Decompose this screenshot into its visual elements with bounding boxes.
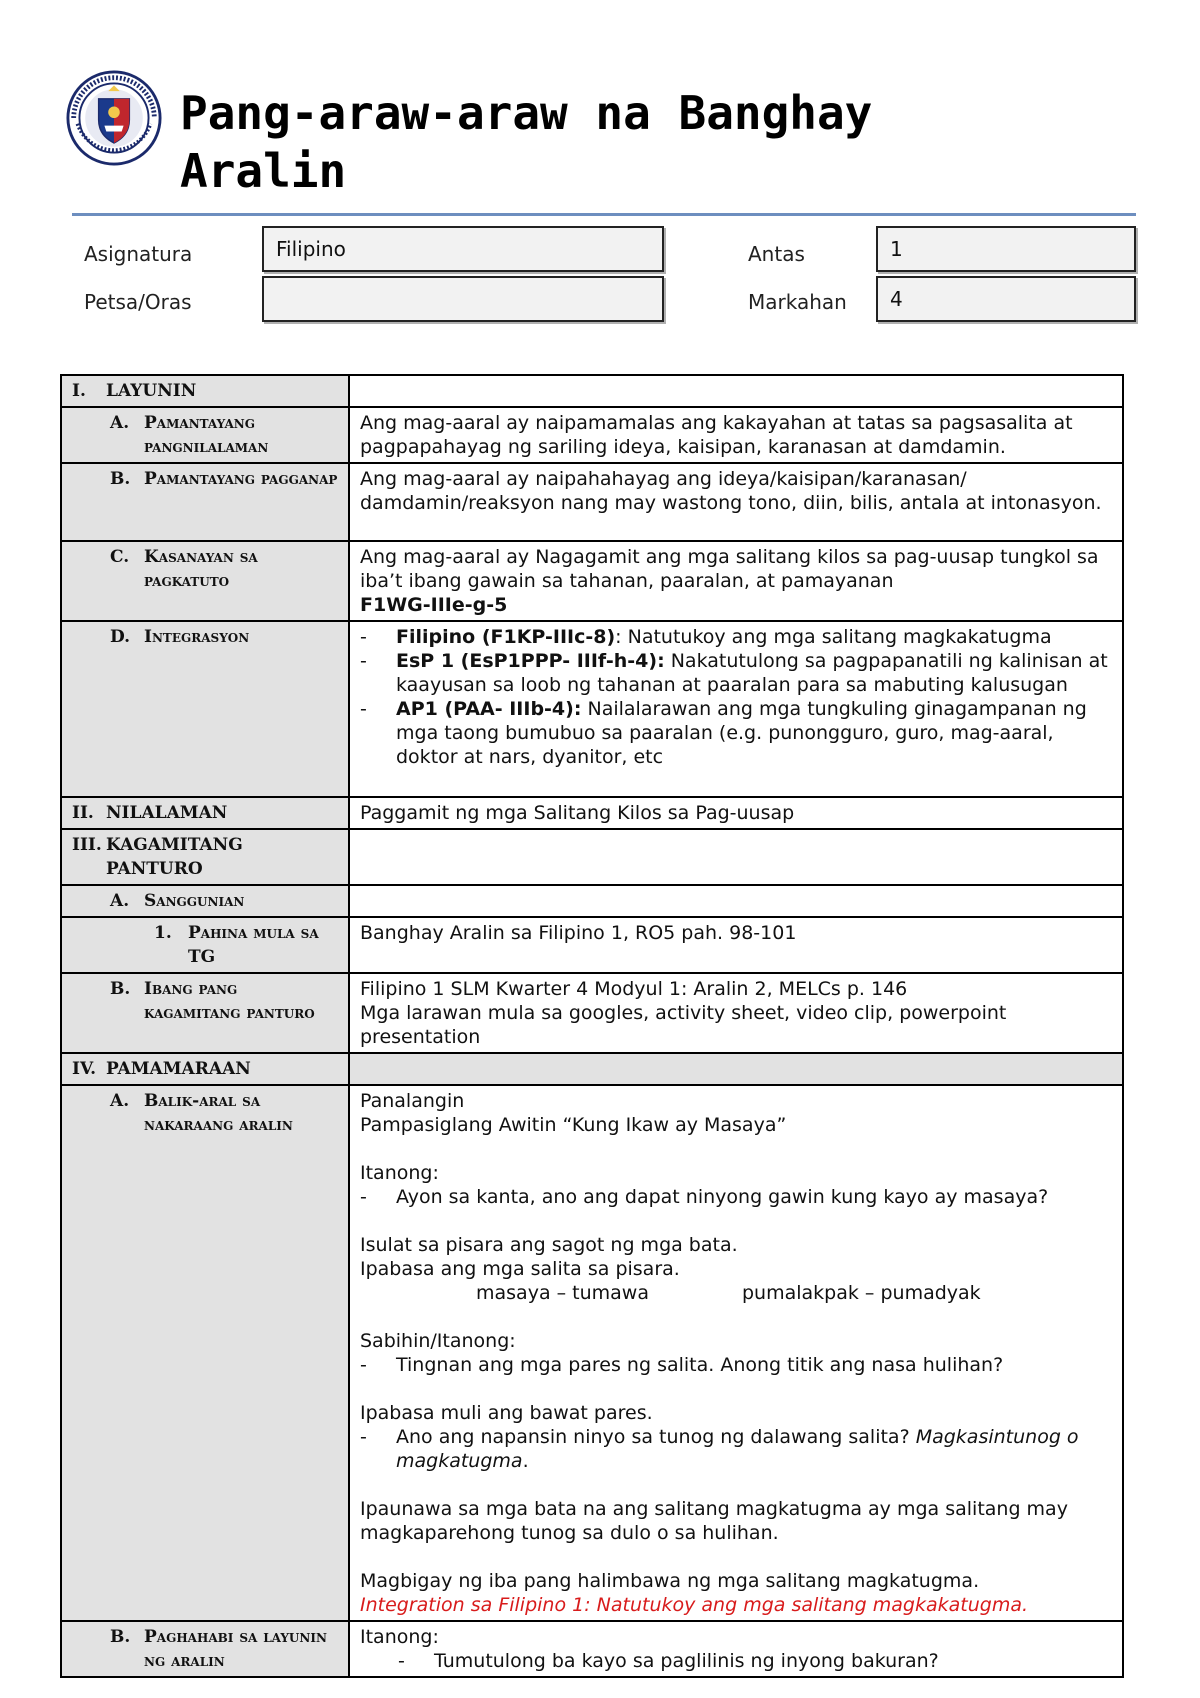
paghahabi-label: B. Paghahabi sa layunin ng aralin [61,1621,349,1677]
question-item: - Tumutulong ba kayo sa paglilinis ng inyong bakuran? [360,1649,1112,1673]
integrasyon-item: - Filipino (F1KP-IIIc-8): Natutukoy ang mga salitang magkakatugma [360,625,1112,649]
pamantayang-pangnilalaman-content: Ang mag-aaral ay naipamamalas ang kakayahan at tatas sa pagsasalita at pagpapahayag ng sariling ideya, kaisipan, karanasan at damdamin. [349,407,1123,463]
markahan-field[interactable]: 4 [876,276,1136,322]
question-item: - Tingnan ang mga pares ng salita. Anong titik ang nasa hulihan? [360,1353,1112,1377]
word-pairs: masaya – tumawa pumalakpak – pumadyak [476,1282,981,1304]
antas-label: Antas [748,242,805,266]
paghahabi-row [61,1621,1123,1677]
title-divider [72,213,1136,216]
layunin-heading: I. LAYUNIN [61,375,349,407]
lesson-plan-table [60,374,1124,1678]
petsa-oras-field[interactable] [262,276,664,322]
pamantayang-pangnilalaman-label: A. Pamantayang pangnilalaman [61,407,349,463]
pamantayang-pangnilalaman-row [61,407,1123,463]
ibang-kagamitan-label: B. Ibang pang kagamitang panturo [61,973,349,1053]
integrasyon-label: D. Integrasyon [61,621,349,797]
integrasyon-content [349,621,1123,797]
kagamitan-row [61,829,1123,885]
layunin-row [61,375,1123,407]
deped-seal-icon [66,70,162,166]
kasanayan-label: C. Kasanayan sa pagkatuto [61,541,349,621]
pahina-tg-row [61,917,1123,973]
nilalaman-content: Paggamit ng mga Salitang Kilos sa Pag-uusap [349,797,1123,829]
title-line-2: Aralin [180,144,347,198]
melc-code: F1WG-IIIe-g-5 [360,594,508,616]
kagamitan-content [349,829,1123,885]
sanggunian-label: A. Sanggunian [61,885,349,917]
question-item: - Ano ang napansin ninyo sa tunog ng dalawang salita? Magkasintunog o magkatugma. [360,1425,1112,1473]
integrasyon-item: - AP1 (PAA- IIIb-4): Nailalarawan ang mga tungkuling ginagampanan ng mga taong bumubuo sa paaralan (e.g. punongguro, guro, mag-aaral, doktor at nars, dyanitor, etc [360,697,1112,769]
asignatura-label: Asignatura [84,242,193,266]
title-line-1: Pang-araw-araw na Banghay [180,86,873,140]
nilalaman-heading: II. NILALAMAN [61,797,349,829]
integrasyon-row [61,621,1123,797]
asignatura-field[interactable]: Filipino [262,226,664,272]
integration-note: Integration sa Filipino 1: Natutukoy ang mga salitang magkakatugma. [360,1594,1029,1616]
balik-aral-content: Panalangin Pampasiglang Awitin “Kung Ikaw ay Masaya” Itanong: - Ayon sa kanta, ano ang dapat ninyong gawin kung kayo ay masaya? Isulat sa pisara ang sagot ng mga bata. Ipabasa ang mga salita sa pisara. masaya – tumawa pumalakpak – pumadyak Sabihin/Itanong: - Tingnan ang mga pares ng salita. Anong titik ang nasa hulihan? Ipabasa muli ang bawat pares. - Ano ang napansin ninyo sa tunog ng dalawang salita? Magkasintunog o magkatugma. Ipaunawa sa mga bata na ang salitang magkatugma ay mga salitang may magkaparehong tunog sa dulo o sa hulihan. Magbigay ng iba pang halimbawa ng mga salitang magkatugma. Integration sa Filipino 1: Natutukoy ang mga salitang magkakatugma. [349,1085,1123,1621]
question-item: - Ayon sa kanta, ano ang dapat ninyong gawin kung kayo ay masaya? [360,1185,1112,1209]
markahan-label: Markahan [748,290,847,314]
pamamaraan-heading: IV. PAMAMARAAN [61,1053,349,1085]
ibang-kagamitan-content: Filipino 1 SLM Kwarter 4 Modyul 1: Aralin 2, MELCs p. 146 Mga larawan mula sa googles, activity sheet, video clip, powerpoint presentation [349,973,1123,1053]
antas-field[interactable]: 1 [876,226,1136,272]
nilalaman-row [61,797,1123,829]
pamantayang-pagganap-label: B. Pamantayang pagganap [61,463,349,541]
pamantayang-pagganap-row [61,463,1123,541]
kagamitan-heading: III. KAGAMITANG PANTURO [61,829,349,885]
pahina-tg-content: Banghay Aralin sa Filipino 1, RO5 pah. 98-101 [349,917,1123,973]
pamamaraan-row [61,1053,1123,1085]
kasanayan-row [61,541,1123,621]
ibang-kagamitan-row [61,973,1123,1053]
balik-aral-label: A. Balik-aral sa nakaraang aralin [61,1085,349,1621]
sanggunian-content [349,885,1123,917]
kasanayan-content: Ang mag-aaral ay Nagagamit ang mga salitang kilos sa pag-uusap tungkol sa iba’t ibang gawain sa tahanan, paaralan, at pamayanan F1WG-IIIe-g-5 [349,541,1123,621]
balik-aral-row [61,1085,1123,1621]
petsa-oras-label: Petsa/Oras [84,290,192,314]
integrasyon-item: - EsP 1 (EsP1PPP- IIIf-h-4): Nakatutulong sa pagpapanatili ng kalinisan at kaayusan sa loob ng tahanan at paaralan para sa mabuting kalusugan [360,649,1112,697]
pahina-tg-label: 1. Pahina mula sa TG [61,917,349,973]
pamamaraan-content [349,1053,1123,1085]
sanggunian-row [61,885,1123,917]
layunin-content [349,375,1123,407]
pamantayang-pagganap-content: Ang mag-aaral ay naipahahayag ang ideya/kaisipan/karanasan/ damdamin/reaksyon nang may wastong tono, diin, bilis, antala at intonasyon. [349,463,1123,541]
paghahabi-content: Itanong: - Tumutulong ba kayo sa paglilinis ng inyong bakuran? [349,1621,1123,1677]
document-title [180,84,1120,200]
